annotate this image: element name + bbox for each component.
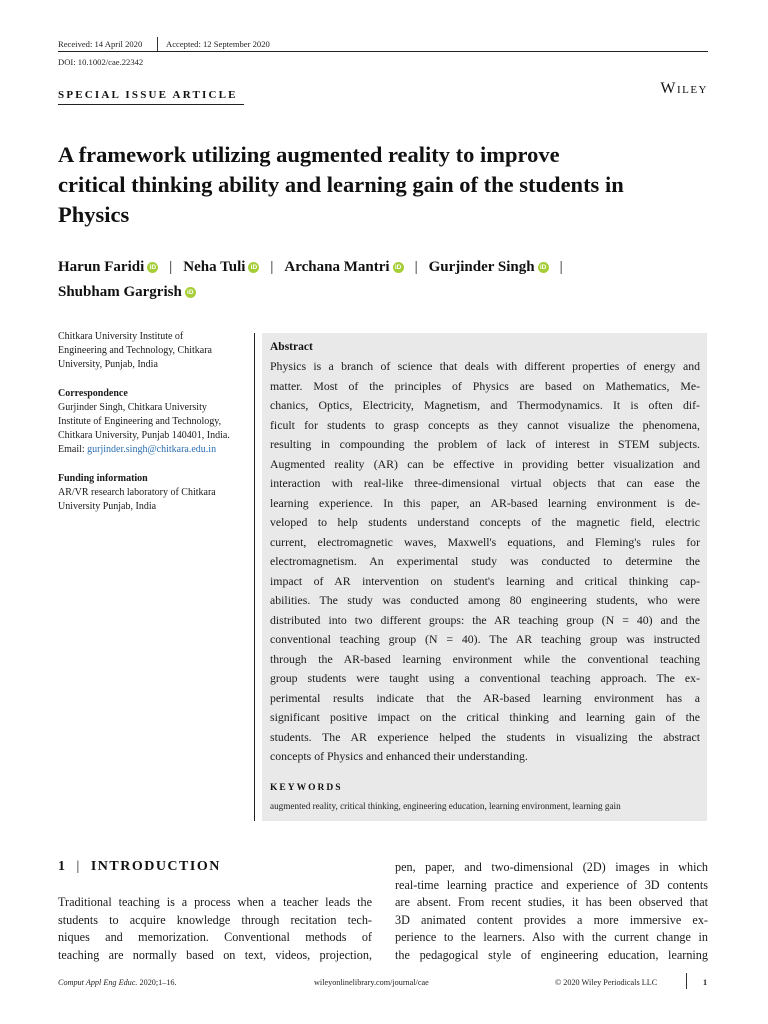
publisher-logo: Wiley: [660, 80, 708, 97]
sidebar: [58, 330, 248, 514]
author-separator: |: [270, 259, 274, 275]
text-line: are absent. From recent studies, it has been observed that: [395, 895, 708, 909]
correspondence-heading: Correspondence: [58, 387, 128, 399]
funding: [58, 472, 248, 515]
abstract-box: [262, 333, 707, 821]
affiliation-line: Engineering and Technology, Chitkara: [58, 345, 212, 357]
title-line: A framework utilizing augmented reality to improve: [58, 142, 560, 167]
text-line: real-time learning practice and experience of 3D contents: [395, 877, 708, 892]
text-line: matter. Most of the principles of Physics are based on Mathematics, Me-: [270, 378, 700, 393]
text-line: teaching are normally based on text, videos, projection,: [58, 947, 372, 962]
keywords-list: augmented reality, critical thinking, engineering education, learning environment, learning gain: [270, 801, 621, 811]
article-type: SPECIAL ISSUE ARTICLE: [58, 89, 238, 101]
abstract-heading: Abstract: [270, 341, 313, 353]
accepted-date: Accepted: 12 September 2020: [166, 39, 270, 49]
footer-citation: [58, 978, 177, 987]
text-line: ficult for students to grasp concepts as they cannot visualize the phenomena,: [270, 417, 700, 432]
footer-url[interactable]: wileyonlinelibrary.com/journal/cae: [314, 978, 429, 987]
text-line: perimental results indicate that the AR-based learning environment has a: [270, 690, 700, 705]
orcid-icon[interactable]: iD: [538, 262, 549, 273]
text-line: concepts of Physics and enhanced their understanding.: [270, 749, 528, 763]
doi[interactable]: DOI: 10.1002/cae.22342: [58, 57, 144, 67]
text-line: pen, paper, and two-dimensional (2D) images in which: [395, 860, 708, 874]
text-line: conventional teaching group (N = 40). The AR teaching group was instructed: [270, 632, 700, 646]
header-rule: [58, 51, 708, 52]
text-line: resulting in compounding the problem of lack of interest in STEM subjects.: [270, 437, 700, 451]
section-title: INTRODUCTION: [90, 859, 221, 874]
received-date: Received: 14 April 2020: [58, 39, 143, 49]
orcid-icon[interactable]: iD: [248, 262, 259, 273]
email-line: [58, 443, 248, 457]
text-line: perience to the learners. Also with the current change in: [395, 930, 708, 944]
correspondence-line: Chitkara University, Punjab 140401, India.: [58, 430, 230, 442]
text-line: significant positive impact on the critical thinking and learning gain of the: [270, 710, 700, 724]
text-line: students to acquire knowledge through recitation tech-: [58, 912, 372, 927]
article-type-underline: [58, 104, 244, 105]
text-line: abilities. The study was conducted among 80 engineering students, who were: [270, 593, 700, 607]
author-name[interactable]: Harun Faridi: [58, 259, 145, 275]
author-list: [58, 255, 718, 305]
author-name[interactable]: Neha Tuli: [183, 259, 246, 275]
footer-divider: [686, 973, 687, 989]
text-line: students. The AR experience helped the students in visualizing the abstract: [270, 729, 700, 744]
correspondence-line: Institute of Engineering and Technology,: [58, 416, 222, 428]
text-line: Augmented reality (AR) can be effective in providing better visualization and: [270, 456, 700, 471]
text-line: impact of AR intervention on student's learning and critical thinking cap-: [270, 573, 700, 588]
journal-name: Comput Appl Eng Educ.: [58, 978, 138, 987]
abstract-divider: [254, 333, 255, 821]
intro-left-column: [58, 894, 372, 964]
correspondence: [58, 387, 248, 458]
text-line: the pedagogical style of engineering education, learning: [395, 947, 708, 962]
orcid-icon[interactable]: iD: [393, 262, 404, 273]
author-separator: |: [414, 259, 418, 275]
funding-line: University Punjab, India: [58, 501, 157, 513]
text-line: 3D animated content provides a more immersive ex-: [395, 912, 708, 927]
text-line: interaction with real-like three-dimensional virtual objects that can ease the: [270, 476, 700, 490]
text-line: niques and memorization. Conventional methods of: [58, 930, 372, 944]
abstract-body: [270, 357, 700, 767]
introduction-heading: [58, 859, 221, 875]
text-line: distributed into two different groups: the AR teaching group (N = 40) and the: [270, 612, 700, 627]
text-line: chanics, Optics, Electricity, Magnetism, and Thermodynamics. It is often dif-: [270, 398, 700, 412]
author-name[interactable]: Shubham Gargrish: [58, 284, 182, 300]
text-line: veloped to help students understand concepts of the magnetic field, electric: [270, 515, 700, 529]
text-line: through the AR-based learning environment while the conventional teaching: [270, 651, 700, 666]
title-line: Physics: [58, 202, 130, 227]
meta-divider: [157, 37, 158, 51]
text-line: Traditional teaching is a process when a teacher leads the: [58, 895, 372, 909]
author-name[interactable]: Gurjinder Singh: [428, 259, 535, 275]
author-separator: |: [169, 259, 173, 275]
email-label: Email:: [58, 444, 88, 456]
affiliation-line: Chitkara University Institute of: [58, 331, 184, 342]
page-number: 1: [703, 978, 708, 987]
text-line: current, electromagnetic waves, Maxwell's equations, and Fleming's rules for: [270, 534, 700, 549]
orcid-icon[interactable]: iD: [147, 262, 158, 273]
text-line: learning experience. In this paper, an AR-based learning environment is de-: [270, 495, 700, 510]
funding-heading: Funding information: [58, 472, 148, 484]
text-line: Physics is a branch of science that deals with different properties of energy and: [270, 359, 700, 373]
author-row: [58, 255, 718, 280]
affiliation-line: University, Punjab, India: [58, 359, 158, 371]
author-separator: |: [559, 259, 563, 275]
author-name[interactable]: Archana Mantri: [284, 259, 390, 275]
text-line: electromagnetism. An experimental study was conducted to determine the: [270, 554, 700, 568]
intro-right-column: [395, 859, 708, 964]
footer-copyright: © 2020 Wiley Periodicals LLC: [555, 978, 658, 987]
orcid-icon[interactable]: iD: [185, 287, 196, 298]
funding-line: AR/VR research laboratory of Chitkara: [58, 486, 216, 498]
section-separator: |: [76, 859, 81, 874]
section-number: 1: [58, 859, 67, 874]
author-row: [58, 280, 718, 305]
affiliation: [58, 330, 248, 373]
email-link[interactable]: gurjinder.singh@chitkara.edu.in: [87, 444, 217, 456]
citation: 2020;1–16.: [137, 978, 177, 987]
article-title: [58, 140, 718, 230]
title-line: critical thinking ability and learning gain of the students in: [58, 172, 624, 197]
keywords-heading: KEYWORDS: [270, 783, 343, 793]
text-line: group students were taught using a conventional teaching approach. The ex-: [270, 671, 700, 685]
correspondence-line: Gurjinder Singh, Chitkara University: [58, 401, 207, 413]
